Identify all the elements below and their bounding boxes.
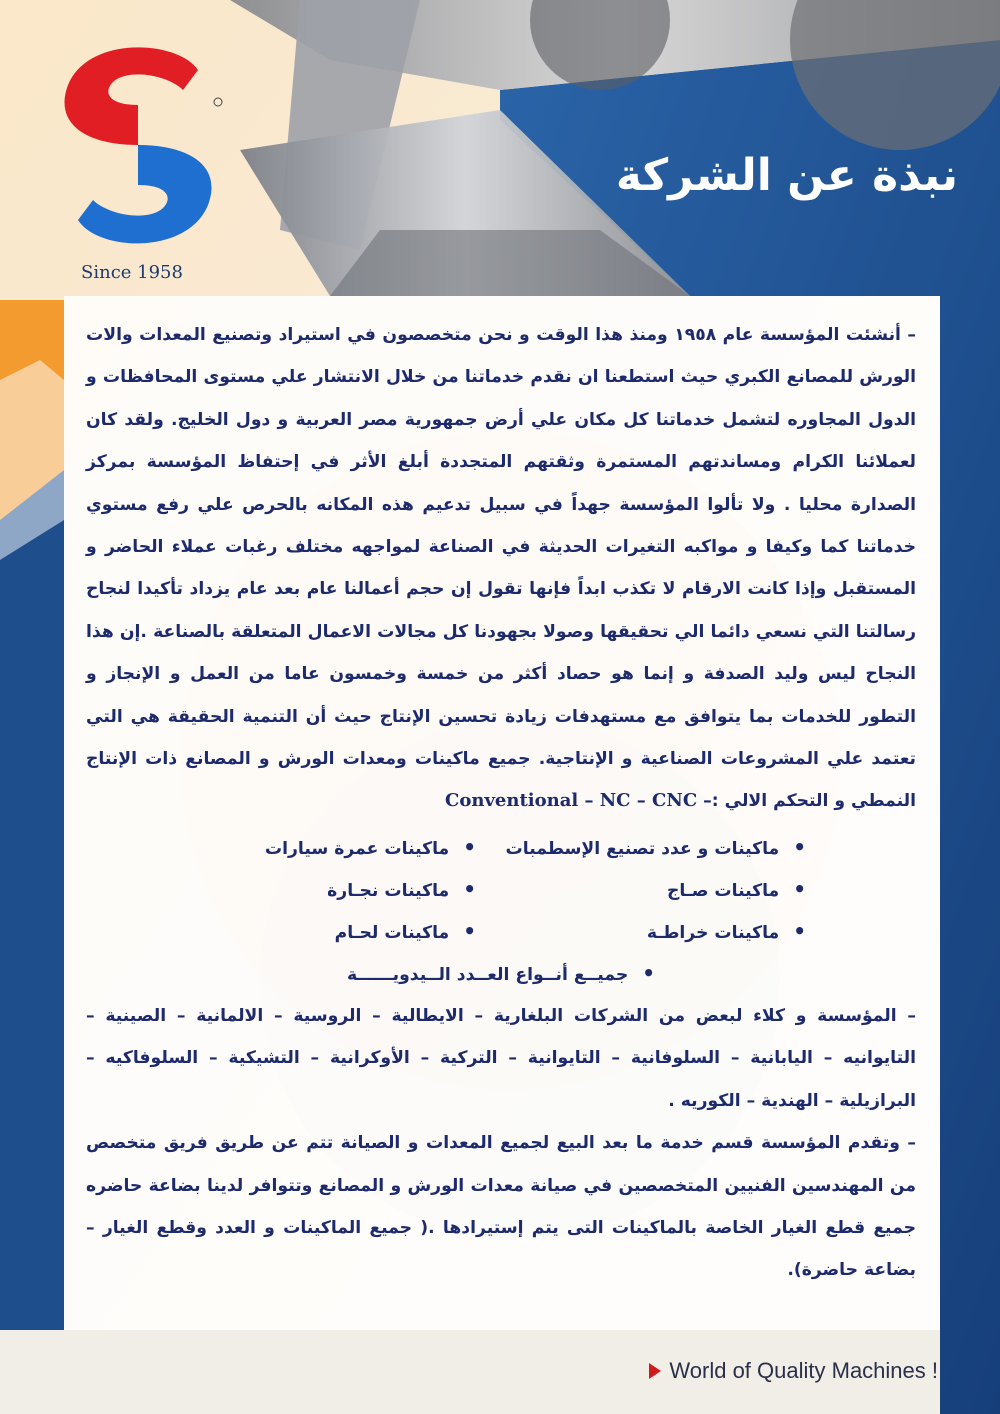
about-content [64,296,940,1330]
page-title: نبذة عن الشركة [615,150,958,201]
list-item-hand-tools: • جميــع أنــواع العــدد الــيدويــــــة [86,953,916,995]
list-item: • ماكينات صـاج [476,869,806,911]
list-item: • ماكينات نجـارة [146,869,476,911]
arrow-right-icon [649,1363,661,1379]
company-logo-s [48,30,228,260]
list-item: • ماكينات و عدد تصنيع الإسطمبات [476,827,806,869]
control-types: Conventional – NC – CNC [445,790,698,812]
agents-paragraph: – المؤسسة و كلاء لبعض من الشركات البلغارية – الايطالية – الروسية – الالمانية – الصينية – التايوانيه – اليابانية – السلوفانية – التايوانية – التركية – الأوكرانية – التشيكية – السلوفاكيه – البرازيلية – الهندية – الكوريه . [86,1005,916,1111]
since-label: Since 1958 [81,262,183,283]
tagline-text: World of Quality Machines ! [669,1358,938,1383]
service-paragraph: – وتقدم المؤسسة قسم خدمة ما بعد البيع لجميع المعدات و الصيانة تتم عن طريق فريق متخصص من المهندسين الفنيين المتخصصين في صيانة معدات الورش و المصانع وتتوافر لدينا بضاعة حاضره جميع قطع الغيار الخاصة بالماكينات التى يتم إستيرادها .( جميع الماكينات و العدد وقطع الغيار – بضاعة حاضرة). [86,1133,916,1281]
machines-list [146,827,806,953]
list-item: • ماكينات عمرة سيارات [146,827,476,869]
intro-paragraph: – أنشئت المؤسسة عام ١٩٥٨ ومنذ هذا الوقت و نحن متخصصون في استيراد وتصنيع المعدات والات الورش للمصانع الكبري حيث استطعنا ان نقدم خدماتنا من خلال الانتشار علي مستوى المحافظات و الدول المجاوره لتشمل خدماتنا كل مكان علي أرض جمهورية مصر العربية و دول الخليج. ولقد كان لعملائنا الكرام ومساندتهم المستمرة وثقتهم المتجددة أبلغ الأثر في إحتفاظ المؤسسة بمركز الصدارة محليا . ولا تألوا المؤسسة جهداً في سبيل تدعيم هذه المكانه بالحرص علي رفع مستوي خدماتنا كما وكيفا و مواكبه التغيرات الحديثة في الصناعة لمواجهه مختلف رغبات عملاء الحاضر و المستقبل وإذا كانت الارقام لا تكذب ابداً فإنها تقول إن حجم أعمالنا عام بعد عام يزداد تأكيدا لنجاح رسالتنا التي نسعي دائما الي تحقيقها وصولا بجهودنا كل مجالات الاعمال المتعلقة بالصناعة .إن هذا النجاح ليس وليد الصدفة و إنما هو حصاد أكثر من خمسة وخمسون عاما من العمل و الإنجاز و التطور للخدمات بما يتوافق مع مستهدفات زيادة تحسين الإنتاج حيث أن التنمية الحقيقة هي التي تعتمد علي المشروعات الصناعية و الإنتاجية. جميع ماكينات ومعدات الورش و المصانع ذات الإنتاج النمطي و التحكم الالي :– Conventional – NC – CNC [86,325,916,812]
list-item: • ماكينات لحـام [146,911,476,953]
list-item: • ماكينات خراطـة [476,911,806,953]
footer-tagline [649,1354,938,1388]
